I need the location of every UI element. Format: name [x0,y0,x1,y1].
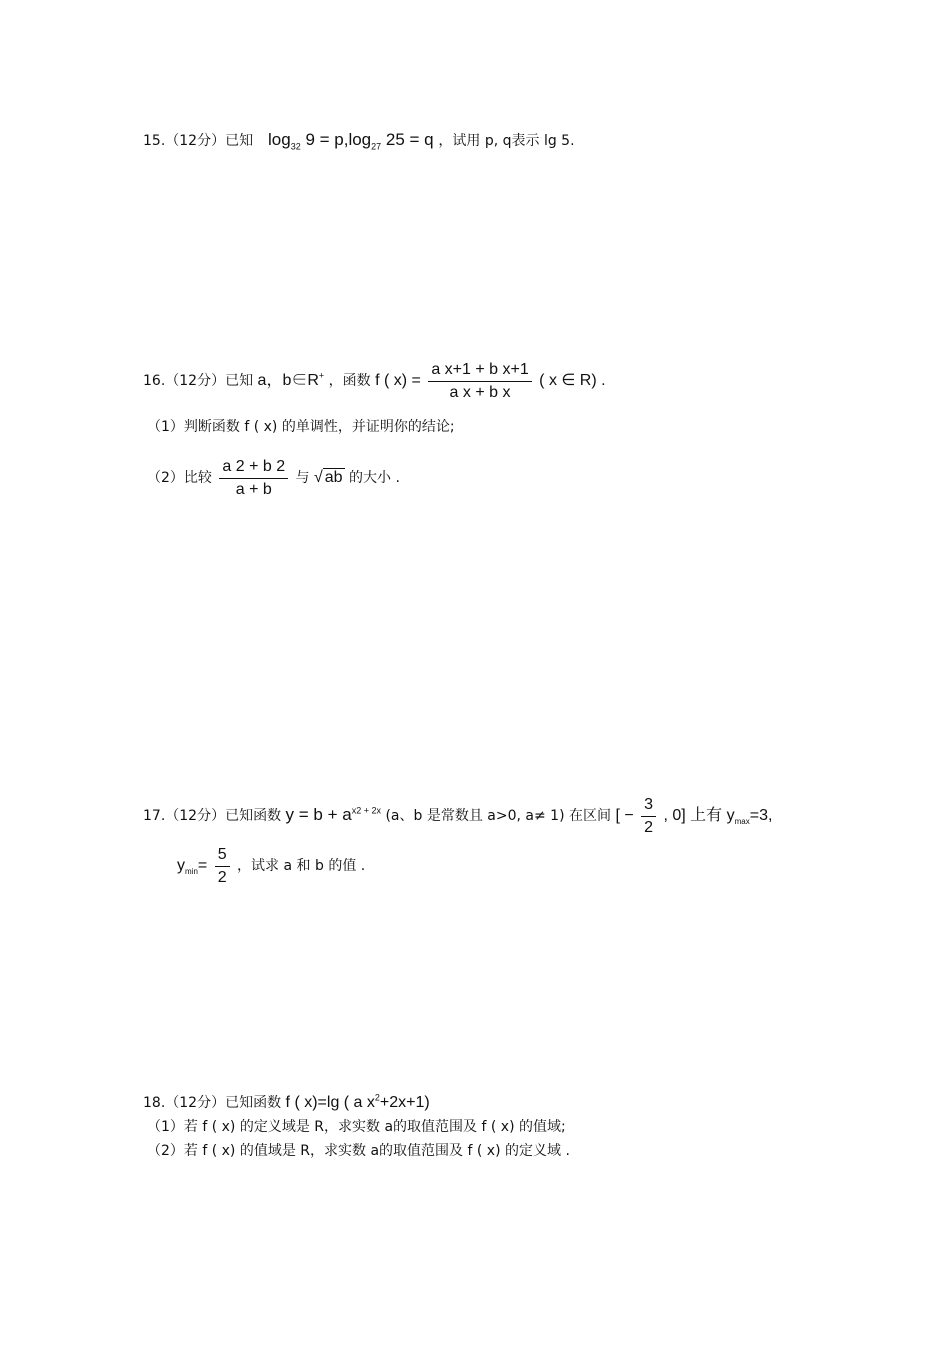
q16-frac-num: a x+1 + b x+1 [428,359,531,382]
q17-interval-fraction: $\frac{3}{2}$ [641,794,656,839]
q15-formula: $\log_{32} 9 = p,\log_{27}$ 25 = q [268,130,434,152]
q17-interval-open: [ − [615,807,634,824]
q16-part2-fraction [219,456,288,501]
question-17 [143,792,772,839]
question-15 [143,131,575,150]
q18-part-2: （2）若 f ( x) 的值域是 R，求实数 a的取值范围及 f ( x) 的定义域 . [147,1143,570,1159]
q17-ask: ，试求 a 和 b 的值 . [237,858,366,874]
q17-ymin-fraction: $\frac{5}{2}$ [215,844,230,889]
q16-fraction [428,359,531,404]
q16-part2-prefix: （2）比较 [147,470,212,486]
q17-ymin: $y_{min}=$ [177,857,208,877]
q16-part2-mid: 与 [295,470,310,486]
q17-interval-close: , 0] 上有 [663,807,723,824]
q17-label: 17.（12分）已知函数 [143,808,282,824]
question-18 [143,1094,430,1112]
q16-mid: ，函数 [328,373,371,389]
q16-part2-den: a + b [235,480,272,498]
q16-part2-suffix: 的大小 . [349,470,400,486]
q18-part-1: （1）若 f ( x) 的定义域是 R，求实数 a的取值范围及 f ( x) 的值域; [147,1119,566,1135]
q16-domain: ( x ∈ R) . [539,372,606,389]
q16-frac-den: a x + b x [449,383,511,401]
q15-label: 15.（12分）已知 [143,133,254,149]
q16-given: a，b∈R+ [257,370,325,389]
q16-part-1: （1）判断函数 f ( x) 的单调性，并证明你的结论; [147,419,455,435]
question-16 [143,358,606,404]
q16-part2-num: a 2 + b 2 [219,456,288,479]
q16-fx: f ( x) = [375,372,421,389]
q17-line-2 [177,842,365,890]
q16-sqrt: √ ab [314,469,343,486]
q15-text: ，试用 p, q表示 lg 5. [438,133,575,149]
q16-label: 16.（12分）已知 [143,373,254,389]
q18-label: 18.（12分）已知函数 [143,1095,282,1111]
q17-cond: (a、b 是常数且 a>0, a≠ 1) 在区间 [385,808,611,824]
q18-func: f ( x)=lg ( a $x^2+2x+1$) [285,1092,430,1111]
q17-ymax: $y_{max}=3$, [726,807,773,827]
q16-part-2 [147,453,400,503]
q17-func: $y = b + a^{x2 + 2x}$ [285,805,381,824]
